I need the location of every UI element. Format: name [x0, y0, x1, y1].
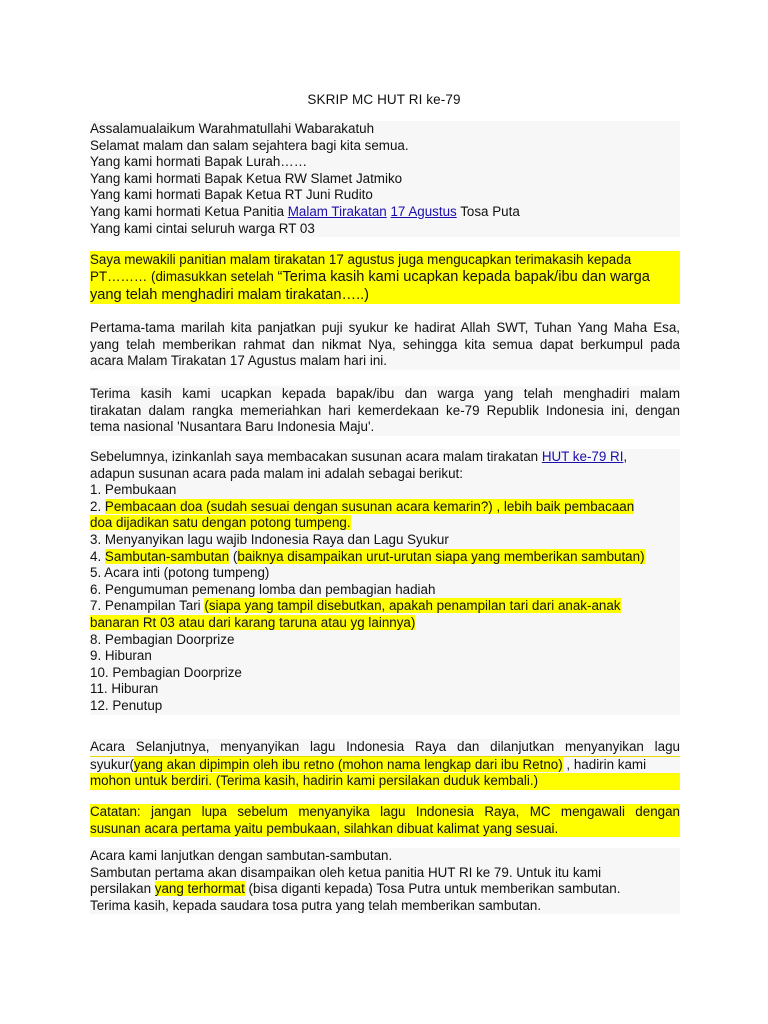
agenda-item [90, 598, 680, 615]
indonesia-raya-paragraph [90, 739, 680, 790]
paragraph-line: Pertama-tama marilah kita panjatkan puji syukur ke hadirat Allah SWT, Tuhan Yang Maha Esa, [90, 320, 680, 335]
paragraph-line: yang telah memberikan rahmat dan nikmat Nya, sehingga kita semua dapat berkumpul pada [90, 336, 680, 352]
greeting-line: Selamat malam dan salam sejahtera bagi kita semua. [90, 137, 409, 153]
highlight-text: PT……… (dimasukkan setelah [90, 269, 278, 284]
agenda-highlight: banaran Rt 03 atau dari karang taruna atau yg lainnya) [90, 614, 416, 630]
paragraph-line [90, 881, 680, 898]
agenda-item: 3. Menyanyikan lagu wajib Indonesia Raya dan Lagu Syukur [90, 531, 449, 547]
greeting-text: Tosa Puta [456, 203, 520, 219]
greeting-line: Yang kami cintai seluruh warga RT 03 [90, 220, 315, 236]
agenda-highlight: doa dijadikan satu dengan potong tumpeng. [90, 515, 351, 531]
paragraph-highlight: yang akan dipimpin oleh ibu retno (mohon nama lengkap dari ibu Retno) [133, 756, 563, 772]
hut-ke-79-ri-link[interactable]: HUT ke-79 RI [541, 449, 624, 464]
agenda-item: 8. Pembagian Doorprize [90, 631, 235, 647]
greeting-line: Assalamualaikum Warahmatullahi Wabarakatuh [90, 121, 375, 136]
paragraph-line: Acara Selanjutnya, menyanyikan lagu Indonesia Raya dan dilanjutkan menyanyikan lagu [90, 739, 680, 754]
agenda-item [90, 549, 680, 566]
agenda-item-continued [90, 615, 680, 632]
agenda-item: 6. Pengumuman pemenang lomba dan pembagian hadiah [90, 581, 436, 597]
paragraph-text: , hadirin kami [562, 756, 647, 772]
agenda-text: 7. Penampilan Tari [90, 598, 205, 614]
agenda-text: ( [229, 548, 238, 564]
paragraph-text: persilakan [90, 881, 155, 897]
agenda-item: 9. Hiburan [90, 648, 152, 664]
agenda-number: 4. [90, 548, 105, 564]
note-line: susunan acara pertama yaitu pembukaan, silahkan dibuat kalimat yang sesuai. [90, 821, 680, 838]
thanks-highlight-paragraph [90, 251, 680, 304]
paragraph-line [90, 756, 680, 774]
paragraph-text: syukur( [90, 756, 134, 772]
opening-paragraph [90, 320, 680, 370]
malam-tirakatan-link[interactable]: Malam Tirakatan [287, 203, 387, 219]
agenda-intro-text: , [623, 449, 628, 464]
greeting-line: Yang kami hormati Bapak Ketua RT Juni Rudito [90, 187, 373, 203]
greetings-block [90, 121, 680, 237]
agenda-item [90, 499, 680, 516]
greeting-text: Yang kami hormati Ketua Panitia [90, 203, 288, 219]
agenda-highlight: Sambutan-sambutan [104, 548, 230, 564]
note-line: Catatan: jangan lupa sebelum menyanyika lagu Indonesia Raya, MC mengawali dengan [90, 804, 680, 819]
paragraph-line: Acara kami lanjutkan dengan sambutan-sambutan. [90, 848, 393, 863]
agenda-number: 2. [90, 498, 105, 514]
thanks-paragraph [90, 386, 680, 436]
highlight-line [90, 268, 680, 286]
document-title: SKRIP MC HUT RI ke-79 [307, 92, 461, 107]
paragraph-line: Terima kasih kami ucapkan kepada bapak/ibu dan warga yang telah menghadiri malam [90, 386, 680, 401]
note-paragraph [90, 804, 680, 837]
agenda-intro-line: adapun susunan acara pada malam ini adalah sebagai berikut: [90, 465, 463, 481]
agenda-item: 10. Pembagian Doorprize [90, 664, 242, 680]
agenda-block [90, 449, 680, 715]
highlight-text: “Terima kasih kami ucapkan kepada bapak/ibu dan warga [277, 269, 650, 285]
paragraph-text: (bisa diganti kepada) Tosa Putra untuk memberikan sambutan. [244, 881, 621, 897]
paragraph-highlight: yang terhormat [154, 881, 245, 897]
greeting-panitia-line [90, 204, 680, 221]
agenda-highlight: baiknya disampaikan urut-urutan siapa yang memberikan sambutan) [237, 548, 645, 564]
agenda-item: 11. Hiburan [90, 681, 159, 697]
highlight-line: Saya mewakili panitian malam tirakatan 17 agustus juga mengucapkan terimakasih kepada [90, 251, 680, 268]
greeting-line: Yang kami hormati Bapak Ketua RW Slamet Jatmiko [90, 170, 403, 186]
highlight-line: yang telah menghadiri malam tirakatan…..) [90, 286, 680, 304]
paragraph-line: Terima kasih, kepada saudara tosa putra yang telah memberikan sambutan. [90, 897, 542, 913]
greeting-line: Yang kami hormati Bapak Lurah…… [90, 154, 308, 170]
agenda-highlight: (siapa yang tampil disebutkan, apakah penampilan tari dari anak-anak [204, 598, 621, 614]
agenda-highlight: Pembacaan doa (sudah sesuai dengan susunan acara kemarin?) , lebih baik pembacaan [104, 498, 635, 514]
agenda-intro-text: Sebelumnya, izinkanlah saya membacakan susunan acara malam tirakatan [90, 449, 542, 464]
paragraph-line: tema nasional 'Nusantara Baru Indonesia Maju'. [90, 419, 375, 435]
agenda-item: 5. Acara inti (potong tumpeng) [90, 565, 270, 581]
paragraph-highlight-line: mohon untuk berdiri. (Terima kasih, hadirin kami persilakan duduk kembali.) [90, 773, 680, 790]
sambutan-paragraph [90, 848, 680, 914]
paragraph-line: Sambutan pertama akan disampaikan oleh ketua panitia HUT RI ke 79. Untuk itu kami [90, 864, 602, 880]
17-agustus-link[interactable]: 17 Agustus [390, 203, 457, 219]
agenda-item: 1. Pembukaan [90, 482, 177, 498]
paragraph-line: acara Malam Tirakatan 17 Agustus malam hari ini. [90, 353, 387, 369]
paragraph-line: tirakatan dalam rangka memeriahkan hari kemerdekaan ke-79 Republik Indonesia ini, dengan [90, 402, 680, 418]
agenda-intro-line [90, 449, 680, 466]
agenda-item-continued [90, 515, 680, 532]
agenda-item: 12. Penutup [90, 697, 163, 713]
